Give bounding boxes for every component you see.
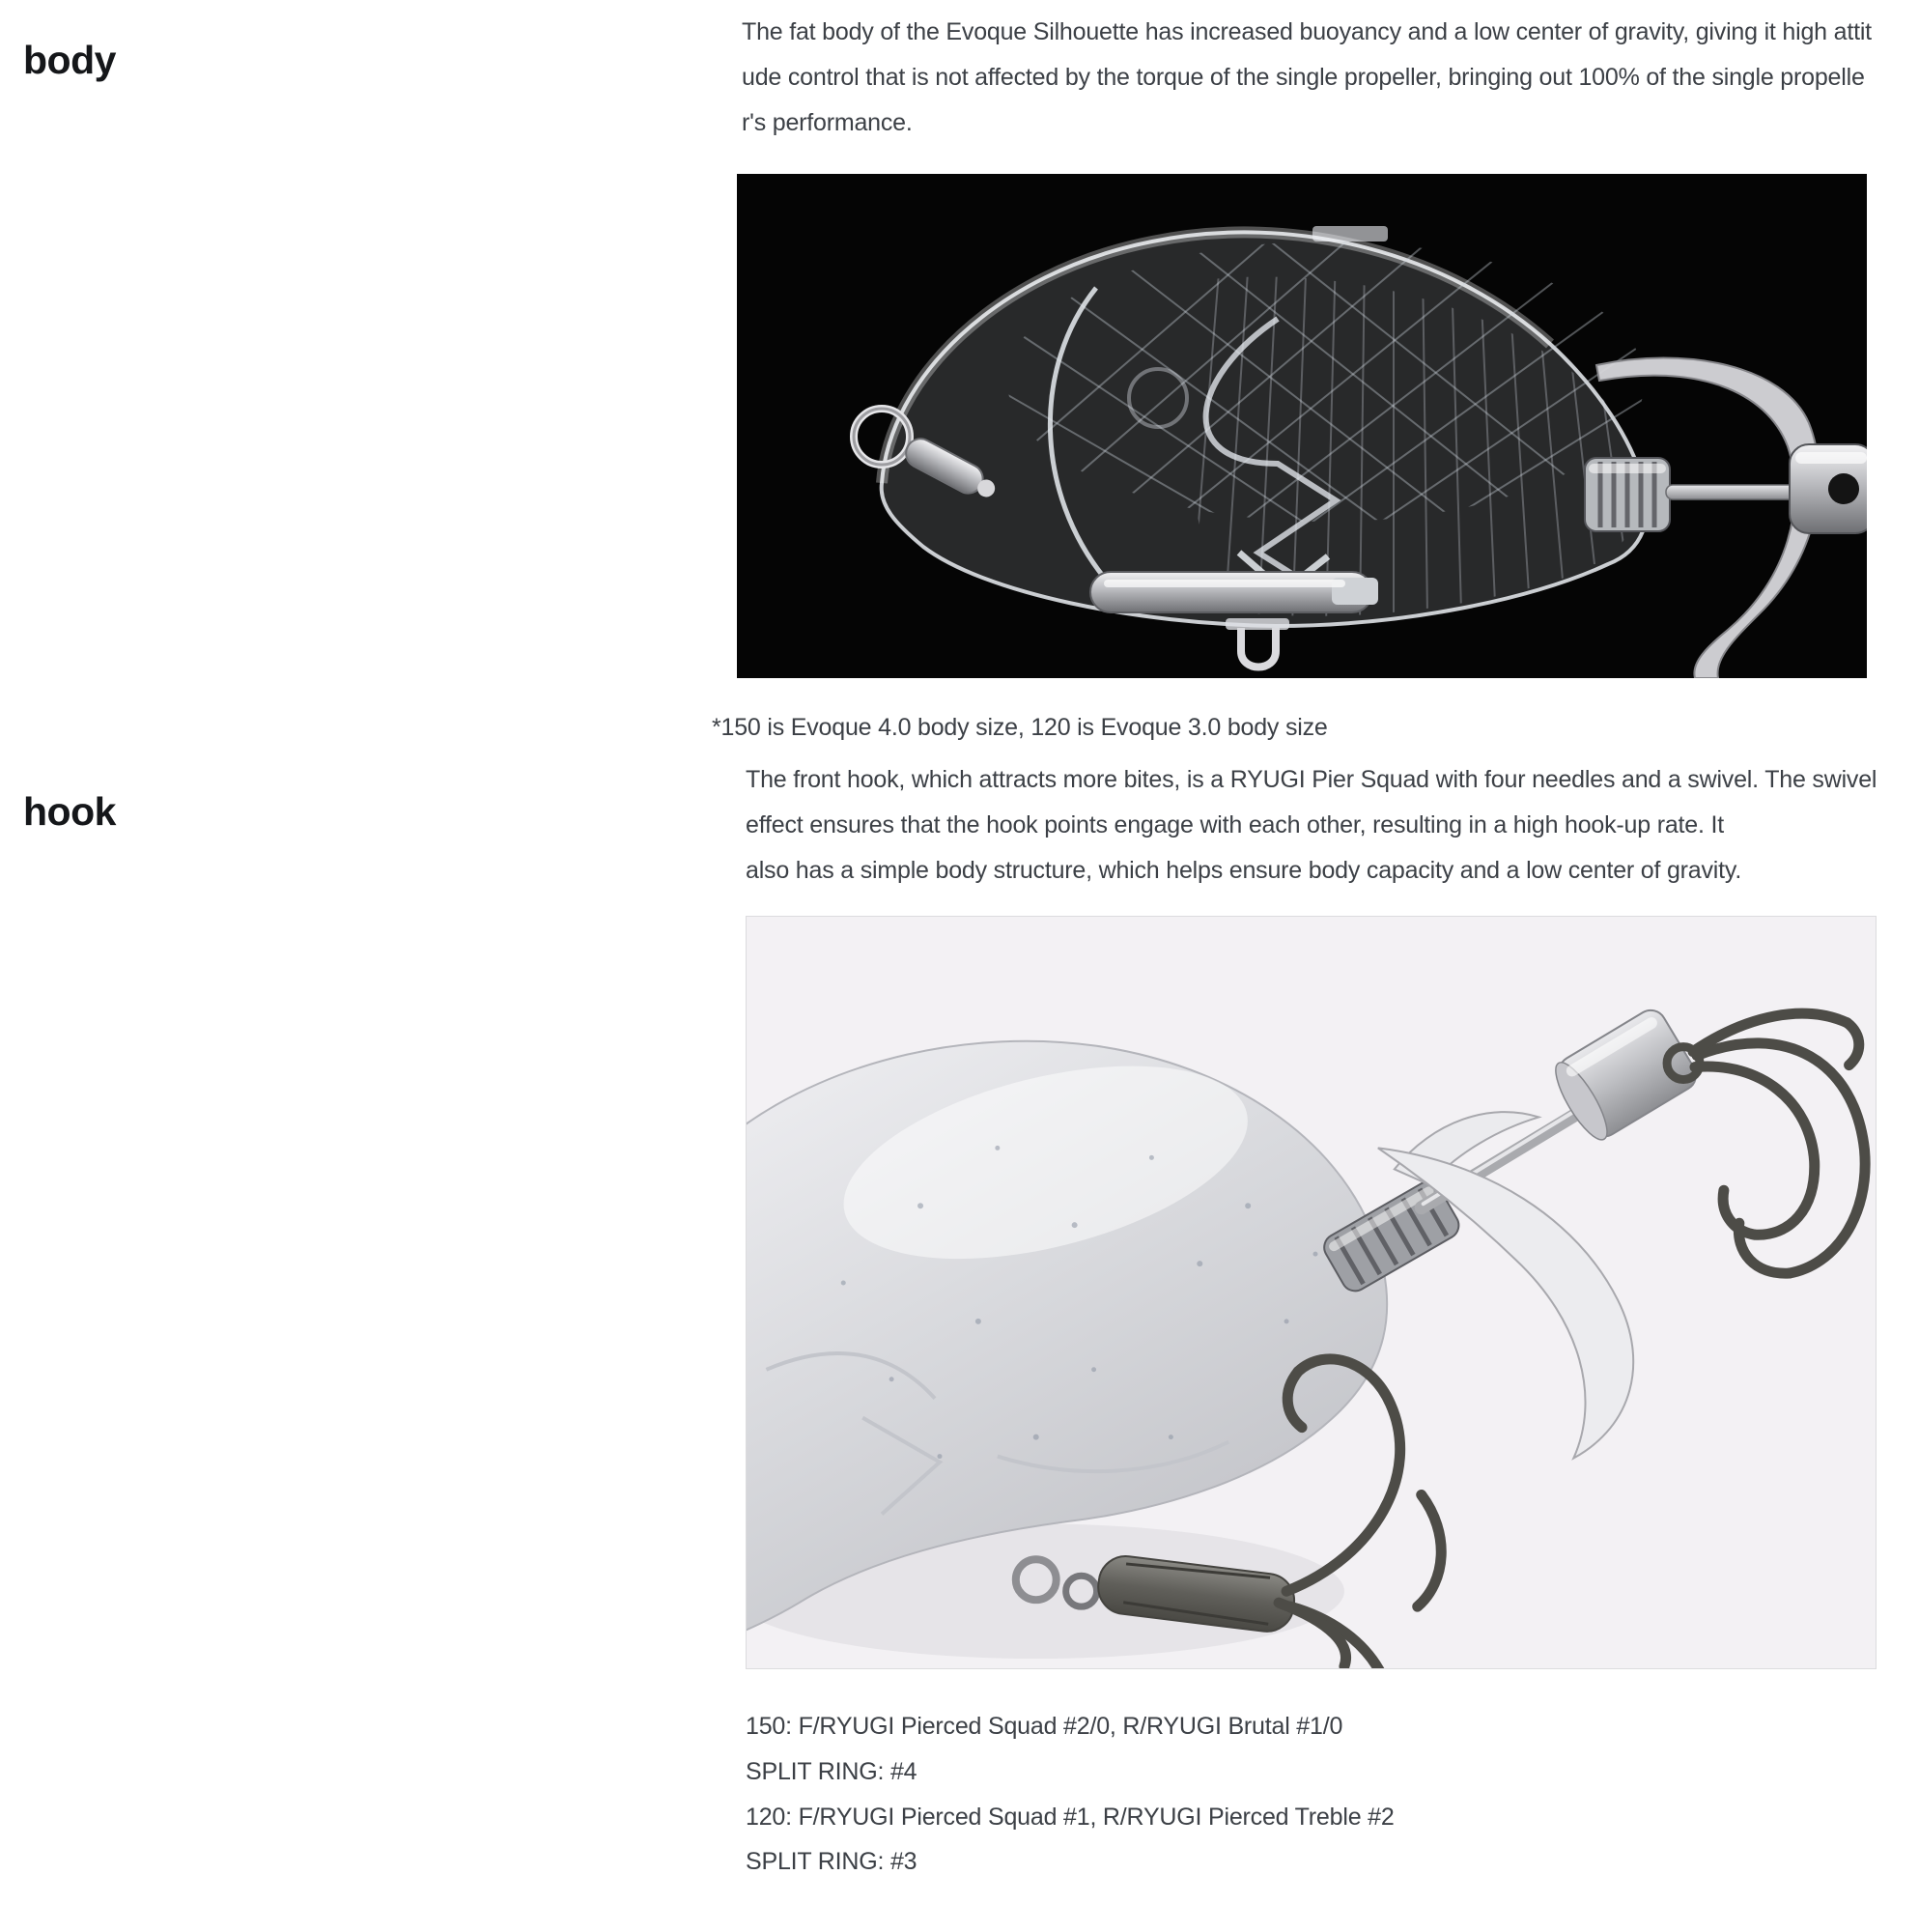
hook-paragraph-line-3: also has a simple body structure, which helps ensure body capacity and a low center of gravity. <box>746 857 1742 884</box>
body-size-caption: *150 is Evoque 4.0 body size, 120 is Evoque 3.0 body size <box>712 714 1328 741</box>
body-paragraph-line-3: r's performance. <box>742 109 913 136</box>
hook-spec-list <box>746 1704 1395 1885</box>
hook-paragraph-line-2: effect ensures that the hook points engage with each other, resulting in a high hook-up rate. It <box>746 811 1724 838</box>
lure-with-hooks-photo <box>746 916 1877 1669</box>
spec-line-4: SPLIT RING: #3 <box>746 1848 917 1876</box>
clear-lure-body-photo <box>737 174 1867 678</box>
spec-line-2: SPLIT RING: #4 <box>746 1757 917 1785</box>
shaft-end-cap <box>1790 444 1867 533</box>
hook-section-paragraph <box>746 757 1877 894</box>
ballast-cylinder <box>1090 572 1378 612</box>
hook-paragraph-line-1: The front hook, which attracts more bites, is a RYUGI Pier Squad with four needles and a swivel. The swivel <box>746 766 1877 793</box>
top-notch <box>1312 226 1388 242</box>
body-paragraph-line-2: ude control that is not affected by the torque of the single propeller, bringing out 100% of the single propelle <box>742 64 1865 91</box>
body-paragraph-line-1: The fat body of the Evoque Silhouette has increased buoyancy and a low center of gravity, giving it high attit <box>742 18 1872 45</box>
lure-with-hooks-illustration <box>747 917 1876 1668</box>
spec-line-1: 150: F/RYUGI Pierced Squad #2/0, R/RYUGI Brutal #1/0 <box>746 1713 1343 1740</box>
tail-coil <box>1585 458 1670 531</box>
hook-section-heading: hook <box>23 789 116 835</box>
body-section-paragraph <box>742 10 1872 146</box>
clear-lure-body-illustration <box>737 174 1867 678</box>
spec-line-3: 120: F/RYUGI Pierced Squad #1, R/RYUGI Pierced Treble #2 <box>746 1803 1395 1831</box>
body-section-heading: body <box>23 38 116 83</box>
